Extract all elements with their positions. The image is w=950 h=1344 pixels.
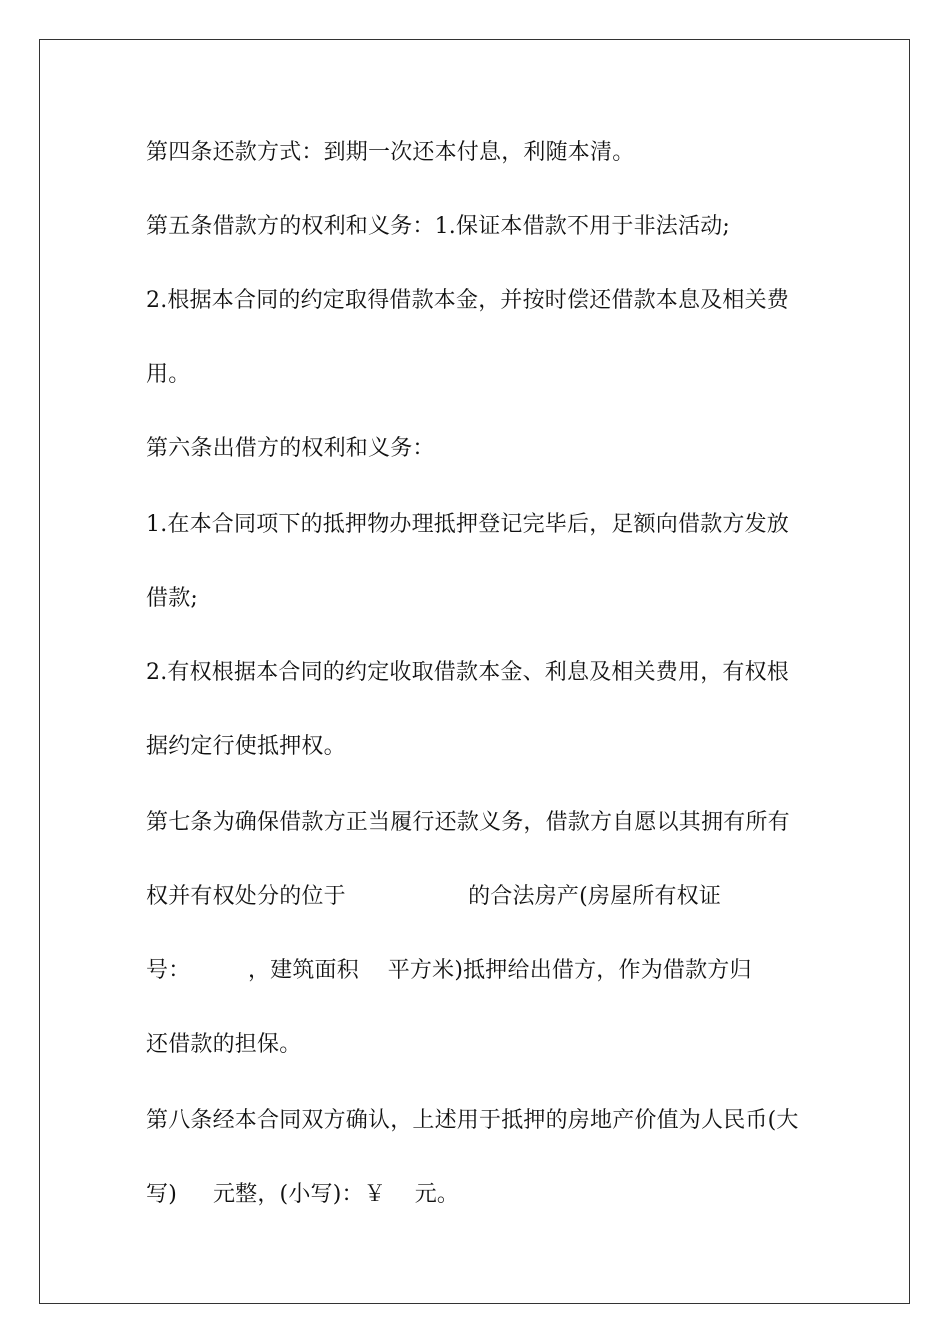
text-line: 据约定行使抵押权。 (146, 734, 346, 759)
text-line: 第六条出借方的权利和义务： (146, 436, 435, 461)
text-line: 借款; (146, 586, 199, 611)
text-line: 第五条借款方的权利和义务：1.保证本借款不用于非法活动; (146, 214, 731, 239)
text-line: 号： ，建筑面积 平方米)抵押给出借方，作为借款方归 (146, 958, 752, 983)
text-line: 还借款的担保。 (146, 1032, 302, 1057)
text-line: 用。 (146, 362, 191, 387)
text-line: 2.根据本合同的约定取得借款本金，并按时偿还借款本息及相关费 (146, 288, 789, 313)
text-line: 权并有权处分的位于 的合法房产(房屋所有权证 (146, 884, 722, 909)
text-line: 2.有权根据本合同的约定收取借款本金、利息及相关费用，有权根 (146, 660, 789, 685)
text-line: 第七条为确保借款方正当履行还款义务，借款方自愿以其拥有所有 (146, 810, 790, 835)
text-line: 第八条经本合同双方确认，上述用于抵押的房地产价值为人民币(大 (146, 1108, 799, 1133)
text-line: 第四条还款方式：到期一次还本付息，利随本清。 (146, 140, 635, 165)
text-line: 写) 元整，(小写)：￥ 元。 (146, 1182, 460, 1207)
text-line: 1.在本合同项下的抵押物办理抵押登记完毕后，足额向借款方发放 (146, 512, 789, 537)
